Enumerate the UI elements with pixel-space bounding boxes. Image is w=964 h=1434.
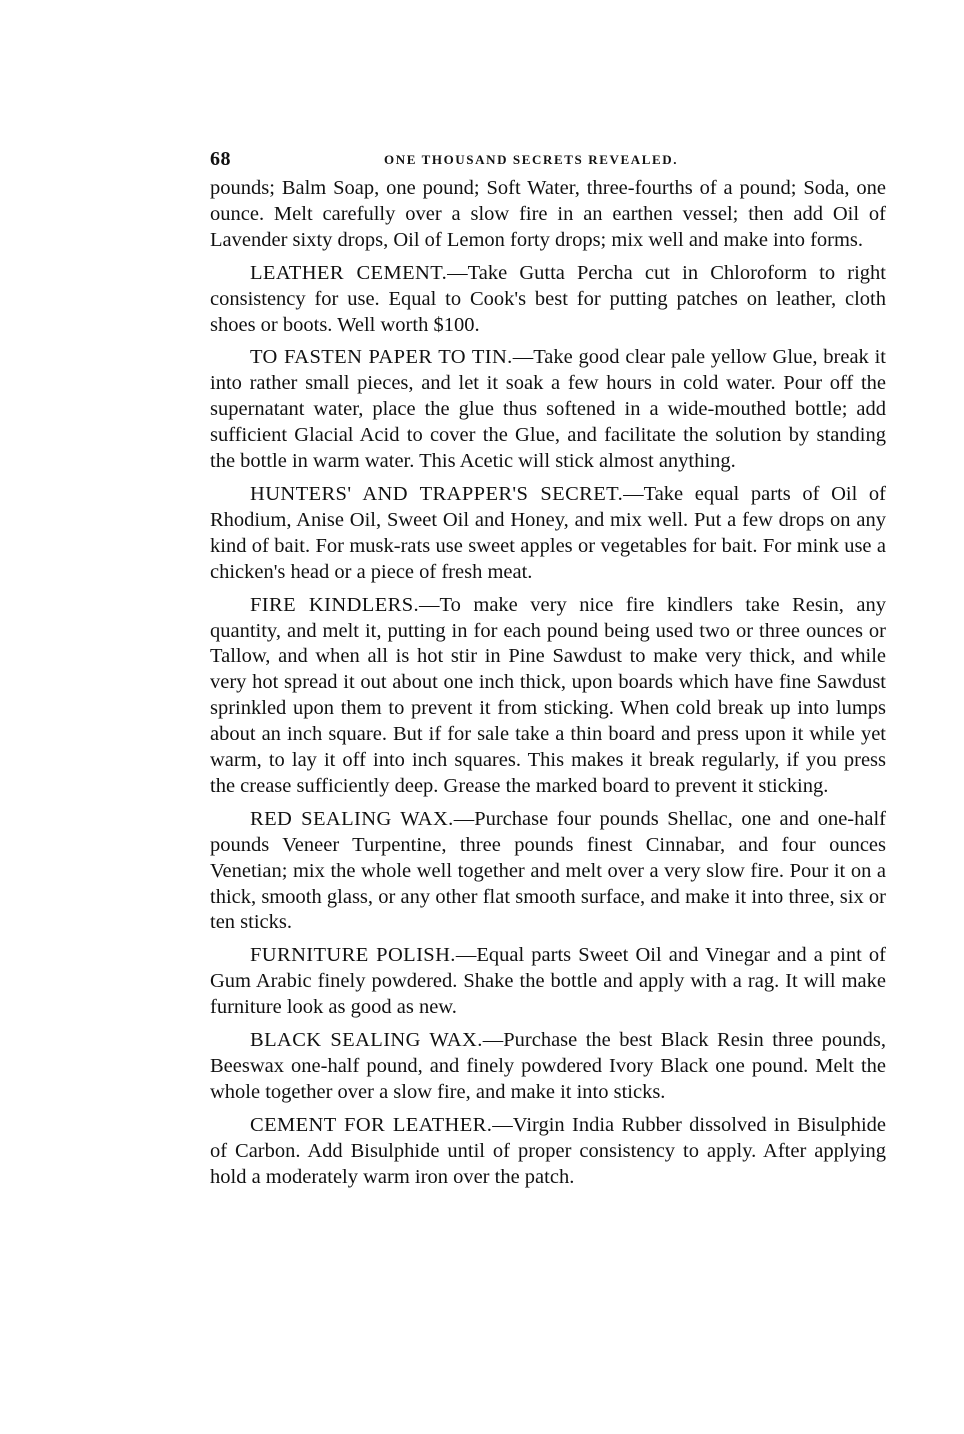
entry-heading: FURNITURE POLISH. xyxy=(250,944,456,967)
entry-text: —Take good clear pale yellow Glue, break it into rather small pieces, and let it soak a few hours in cold water. Pour off the supernatant water, place the glue thus softened in a wide-mouthed bottle; add sufficient Glacial Acid to cover the Glue, and facilitate the solution by standing the bottle in warm water. This Acetic will stick almost anything. xyxy=(210,346,887,473)
entry-text: —Take equal parts of Oil of Rhodium, Anise Oil, Sweet Oil and Honey, and mix well. Put a few drops on any kind of bait. For musk-rats use sweet apples or vegetables for bait. For mink use a chicken's head or a piece of fresh meat. xyxy=(210,482,886,583)
entry-cement-for-leather xyxy=(210,1113,886,1191)
entry-leather-cement xyxy=(210,261,886,339)
entry-fasten-paper-to-tin xyxy=(210,345,886,475)
entry-text: —Purchase four pounds Shellac, one and one-half pounds Veneer Turpentine, three pounds finest Cinnabar, and four ounces Venetian; mix the whole well together and melt over a very slow fire. Pour it on a thick, smooth glass, or any other flat smooth surface, and make it into three, six or ten sticks. xyxy=(210,807,886,934)
book-title: ONE THOUSAND SECRETS REVEALED. xyxy=(384,152,679,167)
entry-red-sealing-wax xyxy=(210,807,886,937)
entry-heading: RED SEALING WAX. xyxy=(250,807,454,830)
entry-text: —Virgin India Rubber dissolved in Bisulphide of Carbon. Add Bisulphide until of proper consistency to apply. After applying hold a moderately warm iron over the patch. xyxy=(210,1113,887,1188)
entry-heading: HUNTERS' AND TRAPPER'S SECRET. xyxy=(250,482,624,505)
entry-hunters-trappers-secret xyxy=(210,482,886,586)
entry-text: —Take Gutta Percha cut in Chloroform to right consistency for use. Equal to Cook's best for putting patches on leather, cloth shoes or boots. Well worth $100. xyxy=(210,261,886,336)
entry-text: —Equal parts Sweet Oil and Vinegar and a pint of Gum Arabic finely powdered. Shake the bottle and apply with a rag. It will make furniture look as good as new. xyxy=(210,944,887,1019)
running-head xyxy=(210,138,886,168)
body-text xyxy=(210,176,886,1191)
entry-fire-kindlers xyxy=(210,593,886,800)
entry-heading: TO FASTEN PAPER TO TIN. xyxy=(250,346,513,369)
continued-paragraph: pounds; Balm Soap, one pound; Soft Water, three-fourths of a pound; Soda, one ounce. Melt carefully over a slow fire in an earthen vessel; then add Oil of Lavender sixty drops, Oil of Lemon forty drops; mix well and make into forms. xyxy=(210,177,886,251)
page-number: 68 xyxy=(210,148,231,170)
entry-heading: LEATHER CEMENT. xyxy=(250,261,448,284)
entry-heading: CEMENT FOR LEATHER. xyxy=(250,1113,493,1136)
entry-text: —To make very nice fire kindlers take Resin, any quantity, and melt it, putting in for each pound being used two or three ounces or Tallow, and when all is hot stir in Pine Sawdust to make very thick, and while very hot spread it out about one inch thick, upon boards which have fine Sawdust sprinkled upon them to prevent it from sticking. When cold break up into lumps about an inch square. But if for sale take a thin board and press upon it while yet warm, to lay it off into inch squares. This makes it break regularly, if you press the crease sufficiently deep. Grease the marked board to prevent it sticking. xyxy=(210,593,887,797)
entry-black-sealing-wax xyxy=(210,1028,886,1106)
entry-furniture-polish xyxy=(210,943,886,1021)
book-page xyxy=(210,138,886,1198)
entry-heading: BLACK SEALING WAX. xyxy=(250,1029,483,1052)
entry-text: —Purchase the best Black Resin three pounds, Beeswax one-half pound, and finely powdered Ivory Black one pound. Melt the whole together over a slow fire, and make it into sticks. xyxy=(210,1029,886,1103)
entry-heading: FIRE KINDLERS. xyxy=(250,593,420,616)
